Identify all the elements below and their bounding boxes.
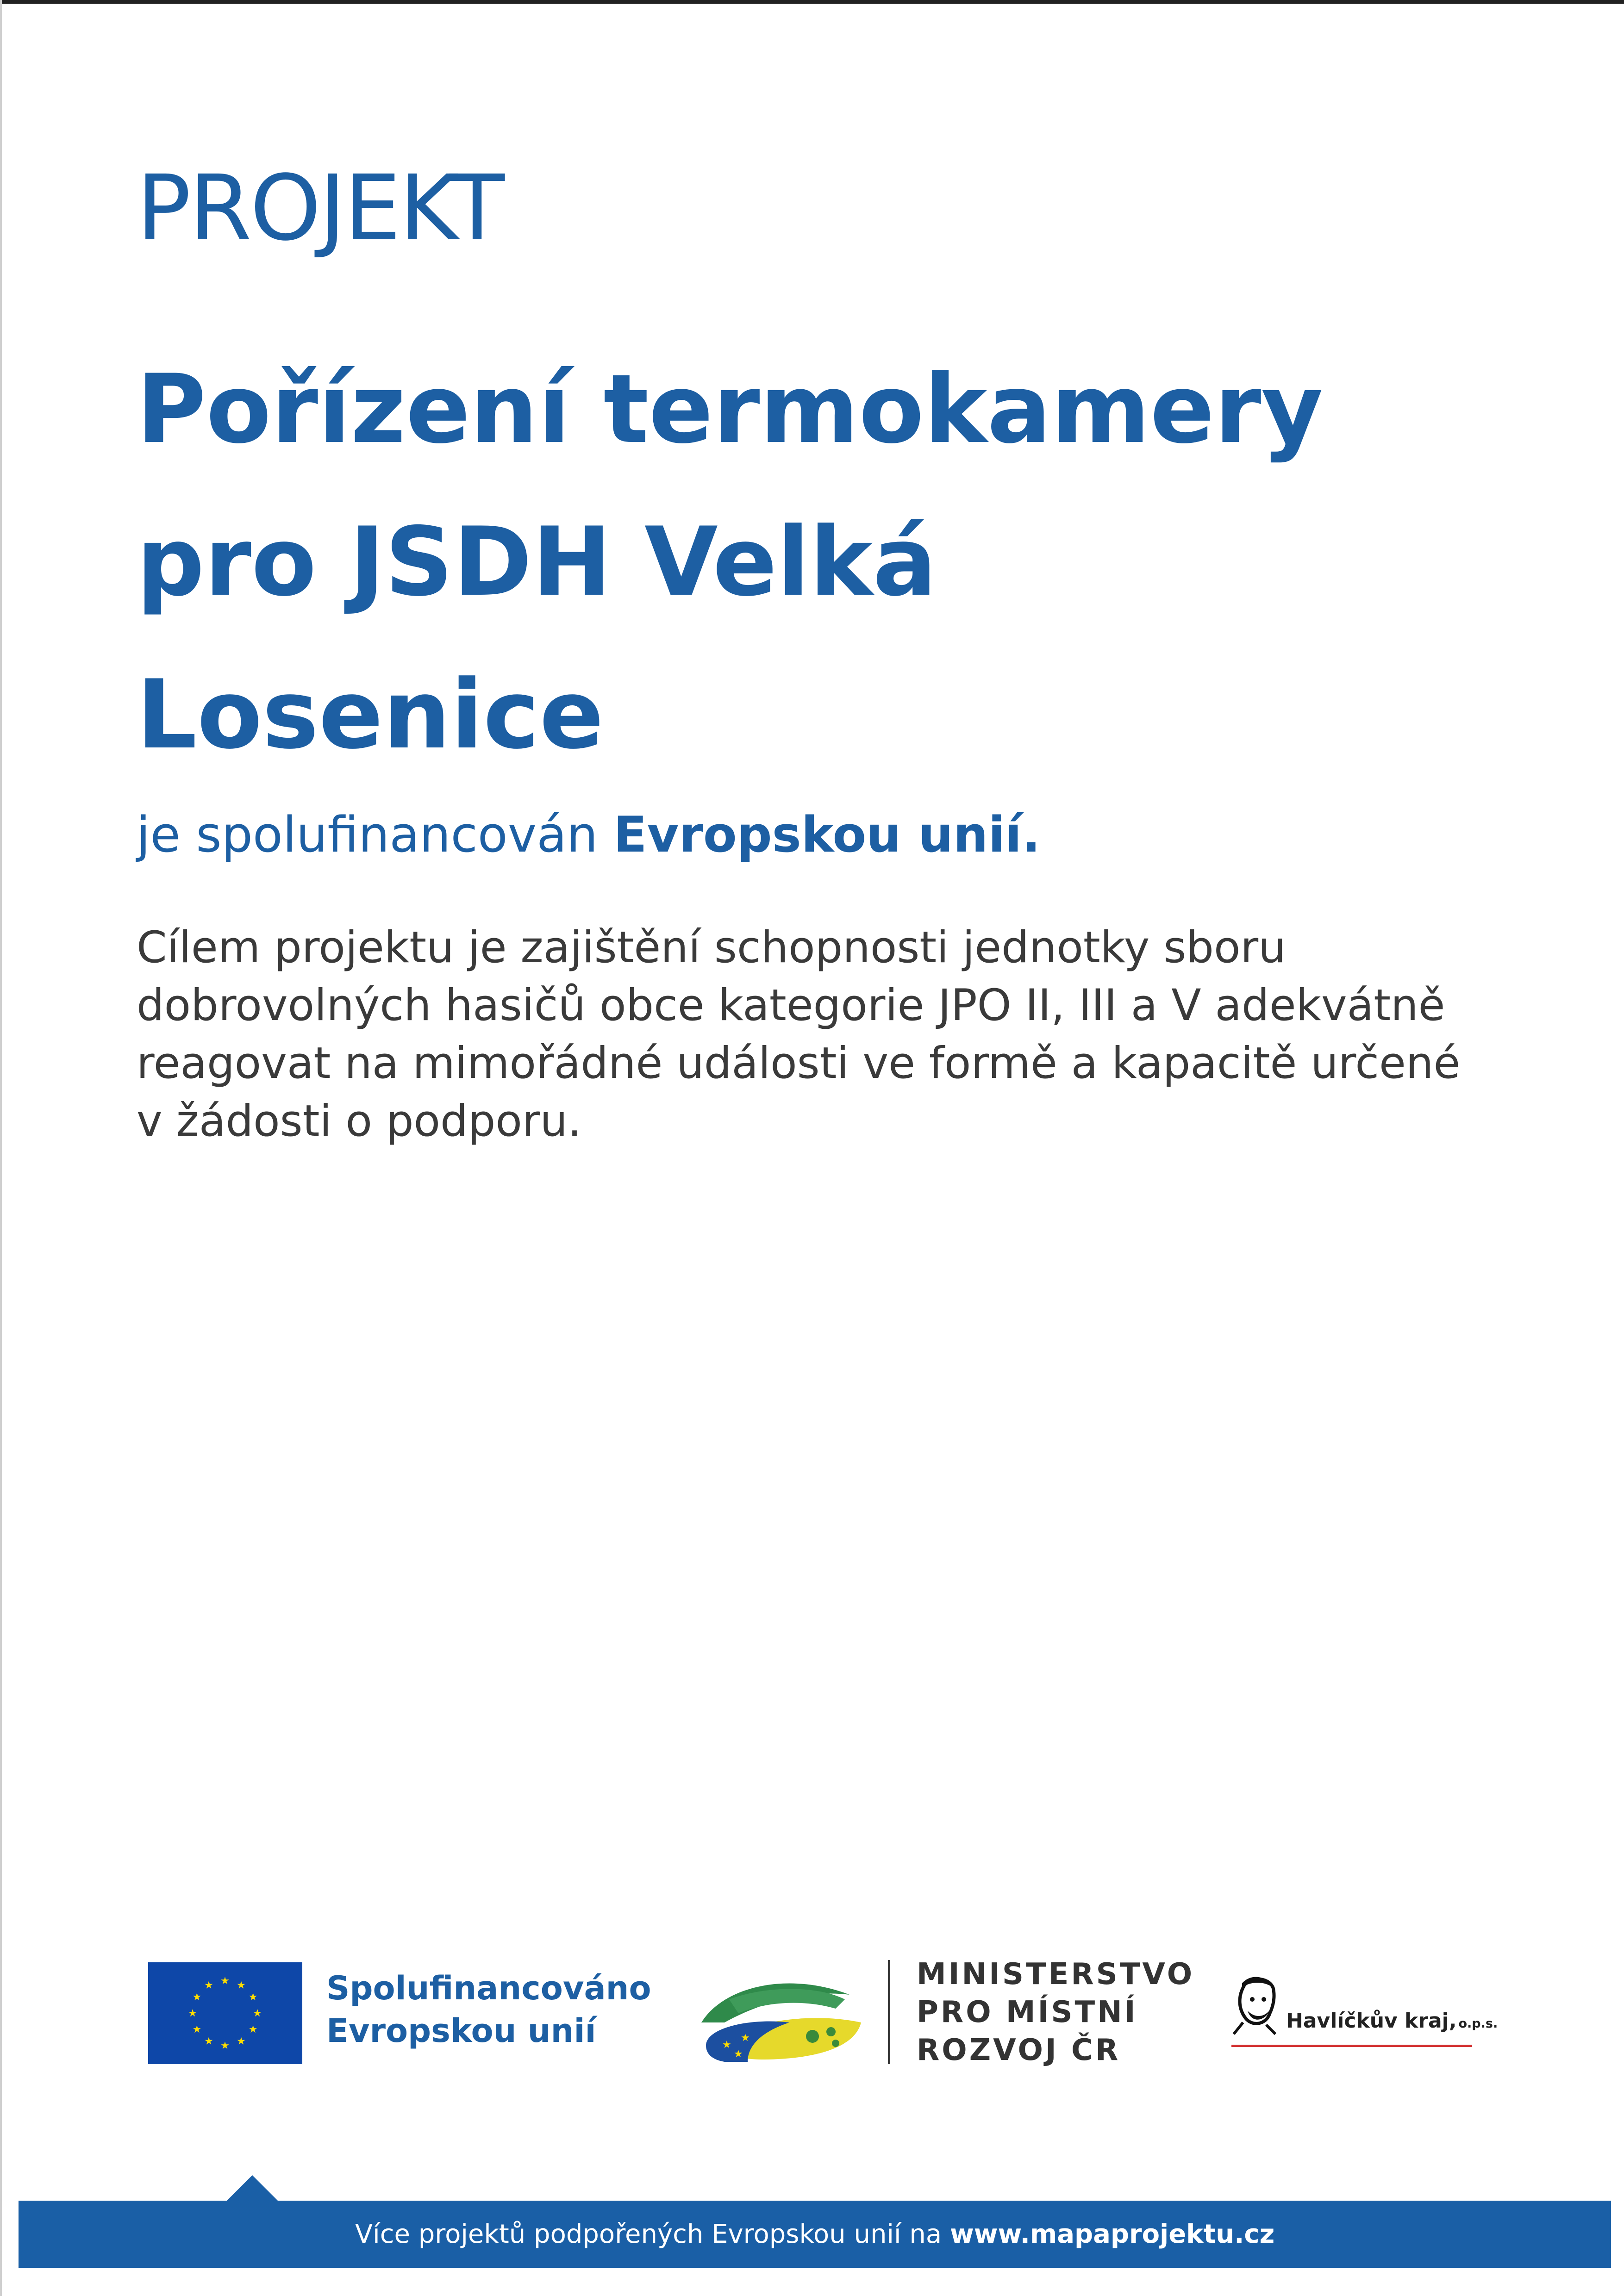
project-title <box>137 333 1525 791</box>
mmr-logo-text <box>917 1955 1194 2069</box>
eu-star-icon: ★ <box>237 2035 246 2047</box>
hk-logo-text <box>1286 2011 1498 2031</box>
eu-star-icon: ★ <box>220 2040 230 2052</box>
project-title-line: Losenice <box>137 660 604 770</box>
eu-star-icon: ★ <box>248 2024 258 2035</box>
footer-bar <box>19 2201 1611 2268</box>
left-border <box>0 0 2 2296</box>
hk-logo-name: Havlíčkův kraj, <box>1286 2009 1457 2033</box>
description-line: Cílem projektu je zajištění schopnosti jednotky sboru <box>137 922 1286 973</box>
eu-star-icon: ★ <box>188 2008 197 2019</box>
mmr-logo-line: ROZVOJ ČR <box>917 2033 1121 2067</box>
cofinance-emphasis: Evropskou unií. <box>613 806 1041 863</box>
project-label: PROJEKT <box>137 156 503 261</box>
project-description <box>137 919 1525 1150</box>
eu-flag-logo <box>148 1962 302 2064</box>
eu-logo-text <box>326 1967 651 2052</box>
svg-text:★: ★ <box>741 2032 750 2044</box>
top-border <box>0 0 1624 4</box>
eu-stars-icon <box>148 1962 302 2064</box>
mmr-logo-line: PRO MÍSTNÍ <box>917 1995 1138 2029</box>
hk-underline <box>1231 2045 1472 2047</box>
svg-text:★: ★ <box>734 2048 743 2060</box>
eu-star-icon: ★ <box>248 1991 258 2003</box>
portrait-icon <box>1229 1974 1282 2036</box>
mmr-emblem-icon <box>697 1967 863 2064</box>
eu-star-icon: ★ <box>192 1991 202 2003</box>
description-line: reagovat na mimořádné události ve formě a kapacitě určené <box>137 1038 1461 1089</box>
eu-logo-line: Spolufinancováno <box>326 1969 651 2007</box>
hk-logo-suffix: o.p.s. <box>1458 2016 1498 2031</box>
description-line: v žádosti o podporu. <box>137 1096 581 1146</box>
eu-star-icon: ★ <box>204 2035 213 2047</box>
eu-star-icon: ★ <box>204 1979 213 1991</box>
project-title-line: pro JSDH Velká <box>137 507 937 617</box>
project-title-line: Pořízení termokamery <box>137 355 1324 465</box>
mmr-logo-line: MINISTERSTVO <box>917 1957 1195 1991</box>
eu-logo-line: Evropskou unií <box>326 2012 596 2050</box>
svg-text:★: ★ <box>722 2039 731 2051</box>
mmr-divider <box>888 1960 890 2064</box>
footer-notch <box>227 2175 278 2201</box>
description-line: dobrovolných hasičů obce kategorie JPO II, III a V adekvátně <box>137 980 1445 1031</box>
footer-link[interactable]: www.mapaprojektu.cz <box>949 2219 1275 2249</box>
footer-text: Více projektů podpořených Evropskou unií na <box>355 2219 950 2249</box>
eu-star-icon: ★ <box>237 1979 246 1991</box>
eu-star-icon: ★ <box>253 2008 262 2019</box>
cofinance-statement <box>137 805 1040 864</box>
eu-star-icon: ★ <box>192 2024 202 2035</box>
eu-star-icon: ★ <box>220 1975 230 1987</box>
cofinance-prefix: je spolufinancován <box>137 806 614 863</box>
